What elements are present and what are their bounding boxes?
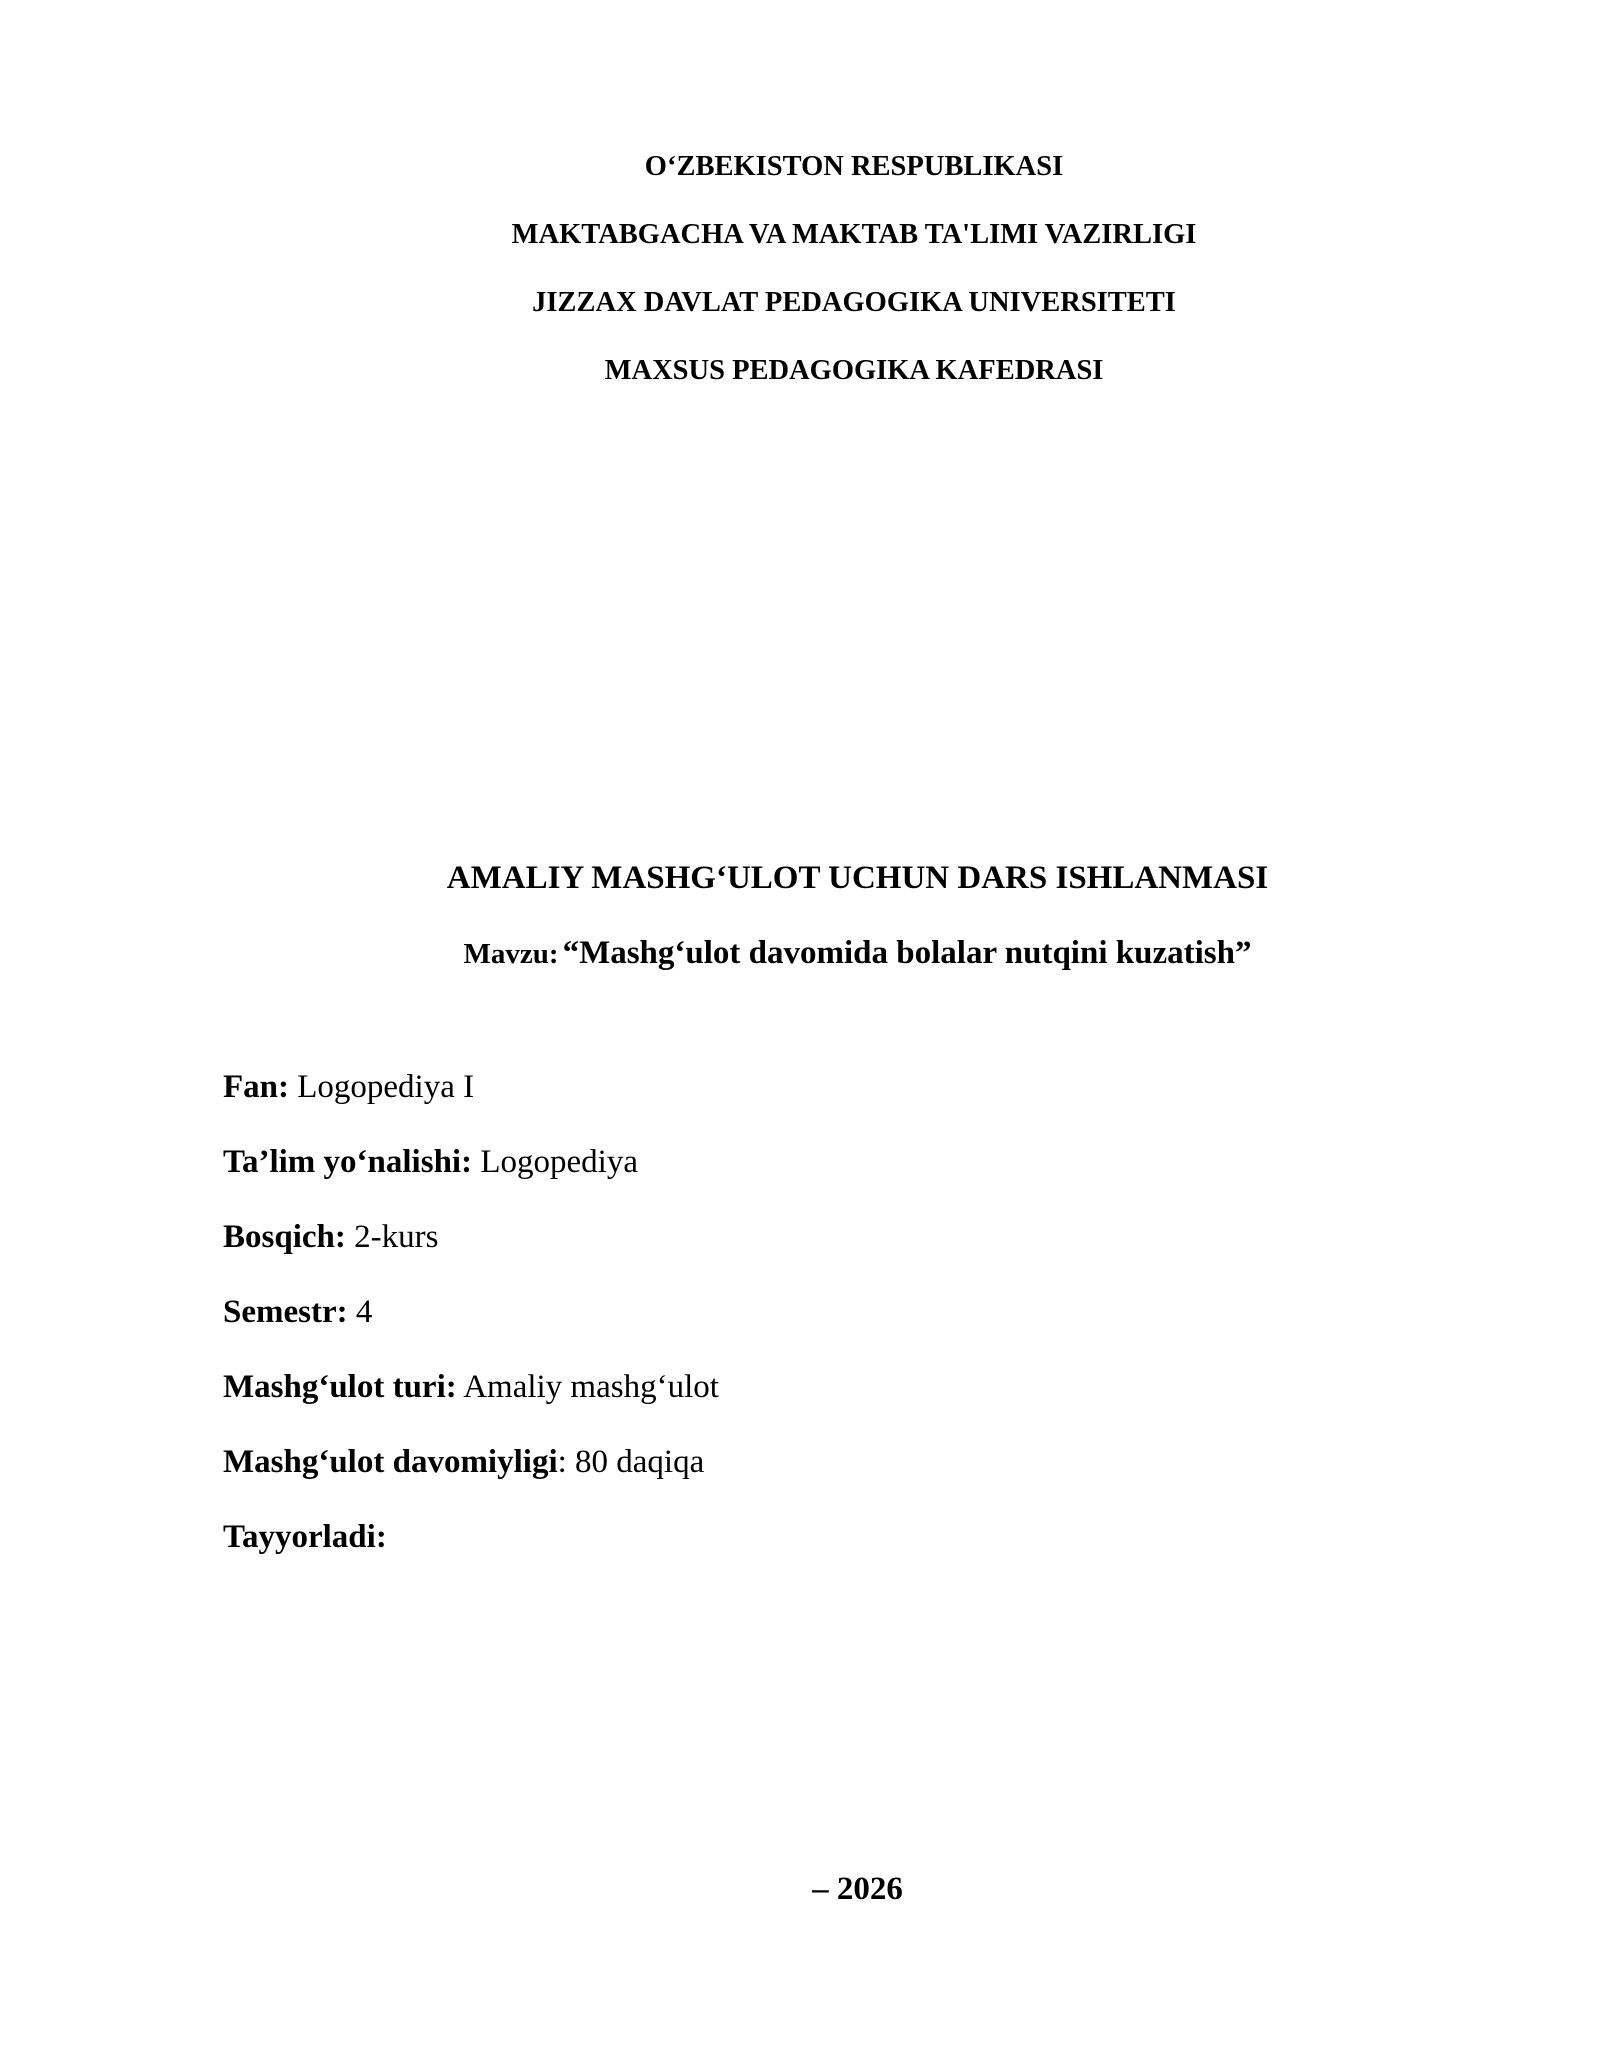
header-line-ministry: MAKTABGACHA VA MAKTAB TA'LIMI VAZIRLIGI	[511, 219, 1197, 250]
field-label: Semestr:	[223, 1294, 348, 1330]
topic-text: “Mashg‘ulot davomida bolalar nutqini kuzatish”	[562, 935, 1252, 971]
field-value: : 80 daqiqa	[557, 1444, 705, 1480]
field-label: Bosqich:	[223, 1219, 346, 1255]
field-duration	[223, 1442, 704, 1482]
field-value: 4	[355, 1294, 373, 1330]
field-label: Tayyorladi:	[223, 1519, 387, 1555]
field-label: Fan:	[223, 1069, 289, 1105]
header-line-university: JIZZAX DAVLAT PEDAGOGIKA UNIVERSITETI	[532, 287, 1176, 318]
field-value: Amaliy mashg‘ulot	[463, 1369, 719, 1405]
field-lesson-type	[223, 1367, 719, 1407]
document-title: AMALIY MASHG‘ULOT UCHUN DARS ISHLANMASI	[446, 860, 1269, 896]
field-direction	[223, 1142, 638, 1182]
topic-line	[0, 933, 1600, 979]
field-label: Mashg‘ulot turi:	[223, 1369, 457, 1405]
field-semester	[223, 1292, 372, 1332]
field-label: Mashg‘ulot davomiyligi	[223, 1444, 558, 1480]
field-stage	[223, 1217, 438, 1257]
header-line-country: O‘ZBEKISTON RESPUBLIKASI	[644, 151, 1064, 182]
field-value: Logopediya	[480, 1144, 638, 1180]
topic-label: Mavzu:	[463, 938, 559, 970]
field-value: Logopediya I	[297, 1069, 475, 1105]
header-line-department: MAXSUS PEDAGOGIKA KAFEDRASI	[604, 355, 1104, 386]
field-value: 2-kurs	[354, 1219, 439, 1255]
field-prepared-by	[223, 1517, 387, 1557]
field-subject	[223, 1067, 474, 1107]
document-year: – 2026	[812, 1871, 903, 1907]
field-label: Ta’lim yo‘nalishi:	[223, 1144, 473, 1180]
